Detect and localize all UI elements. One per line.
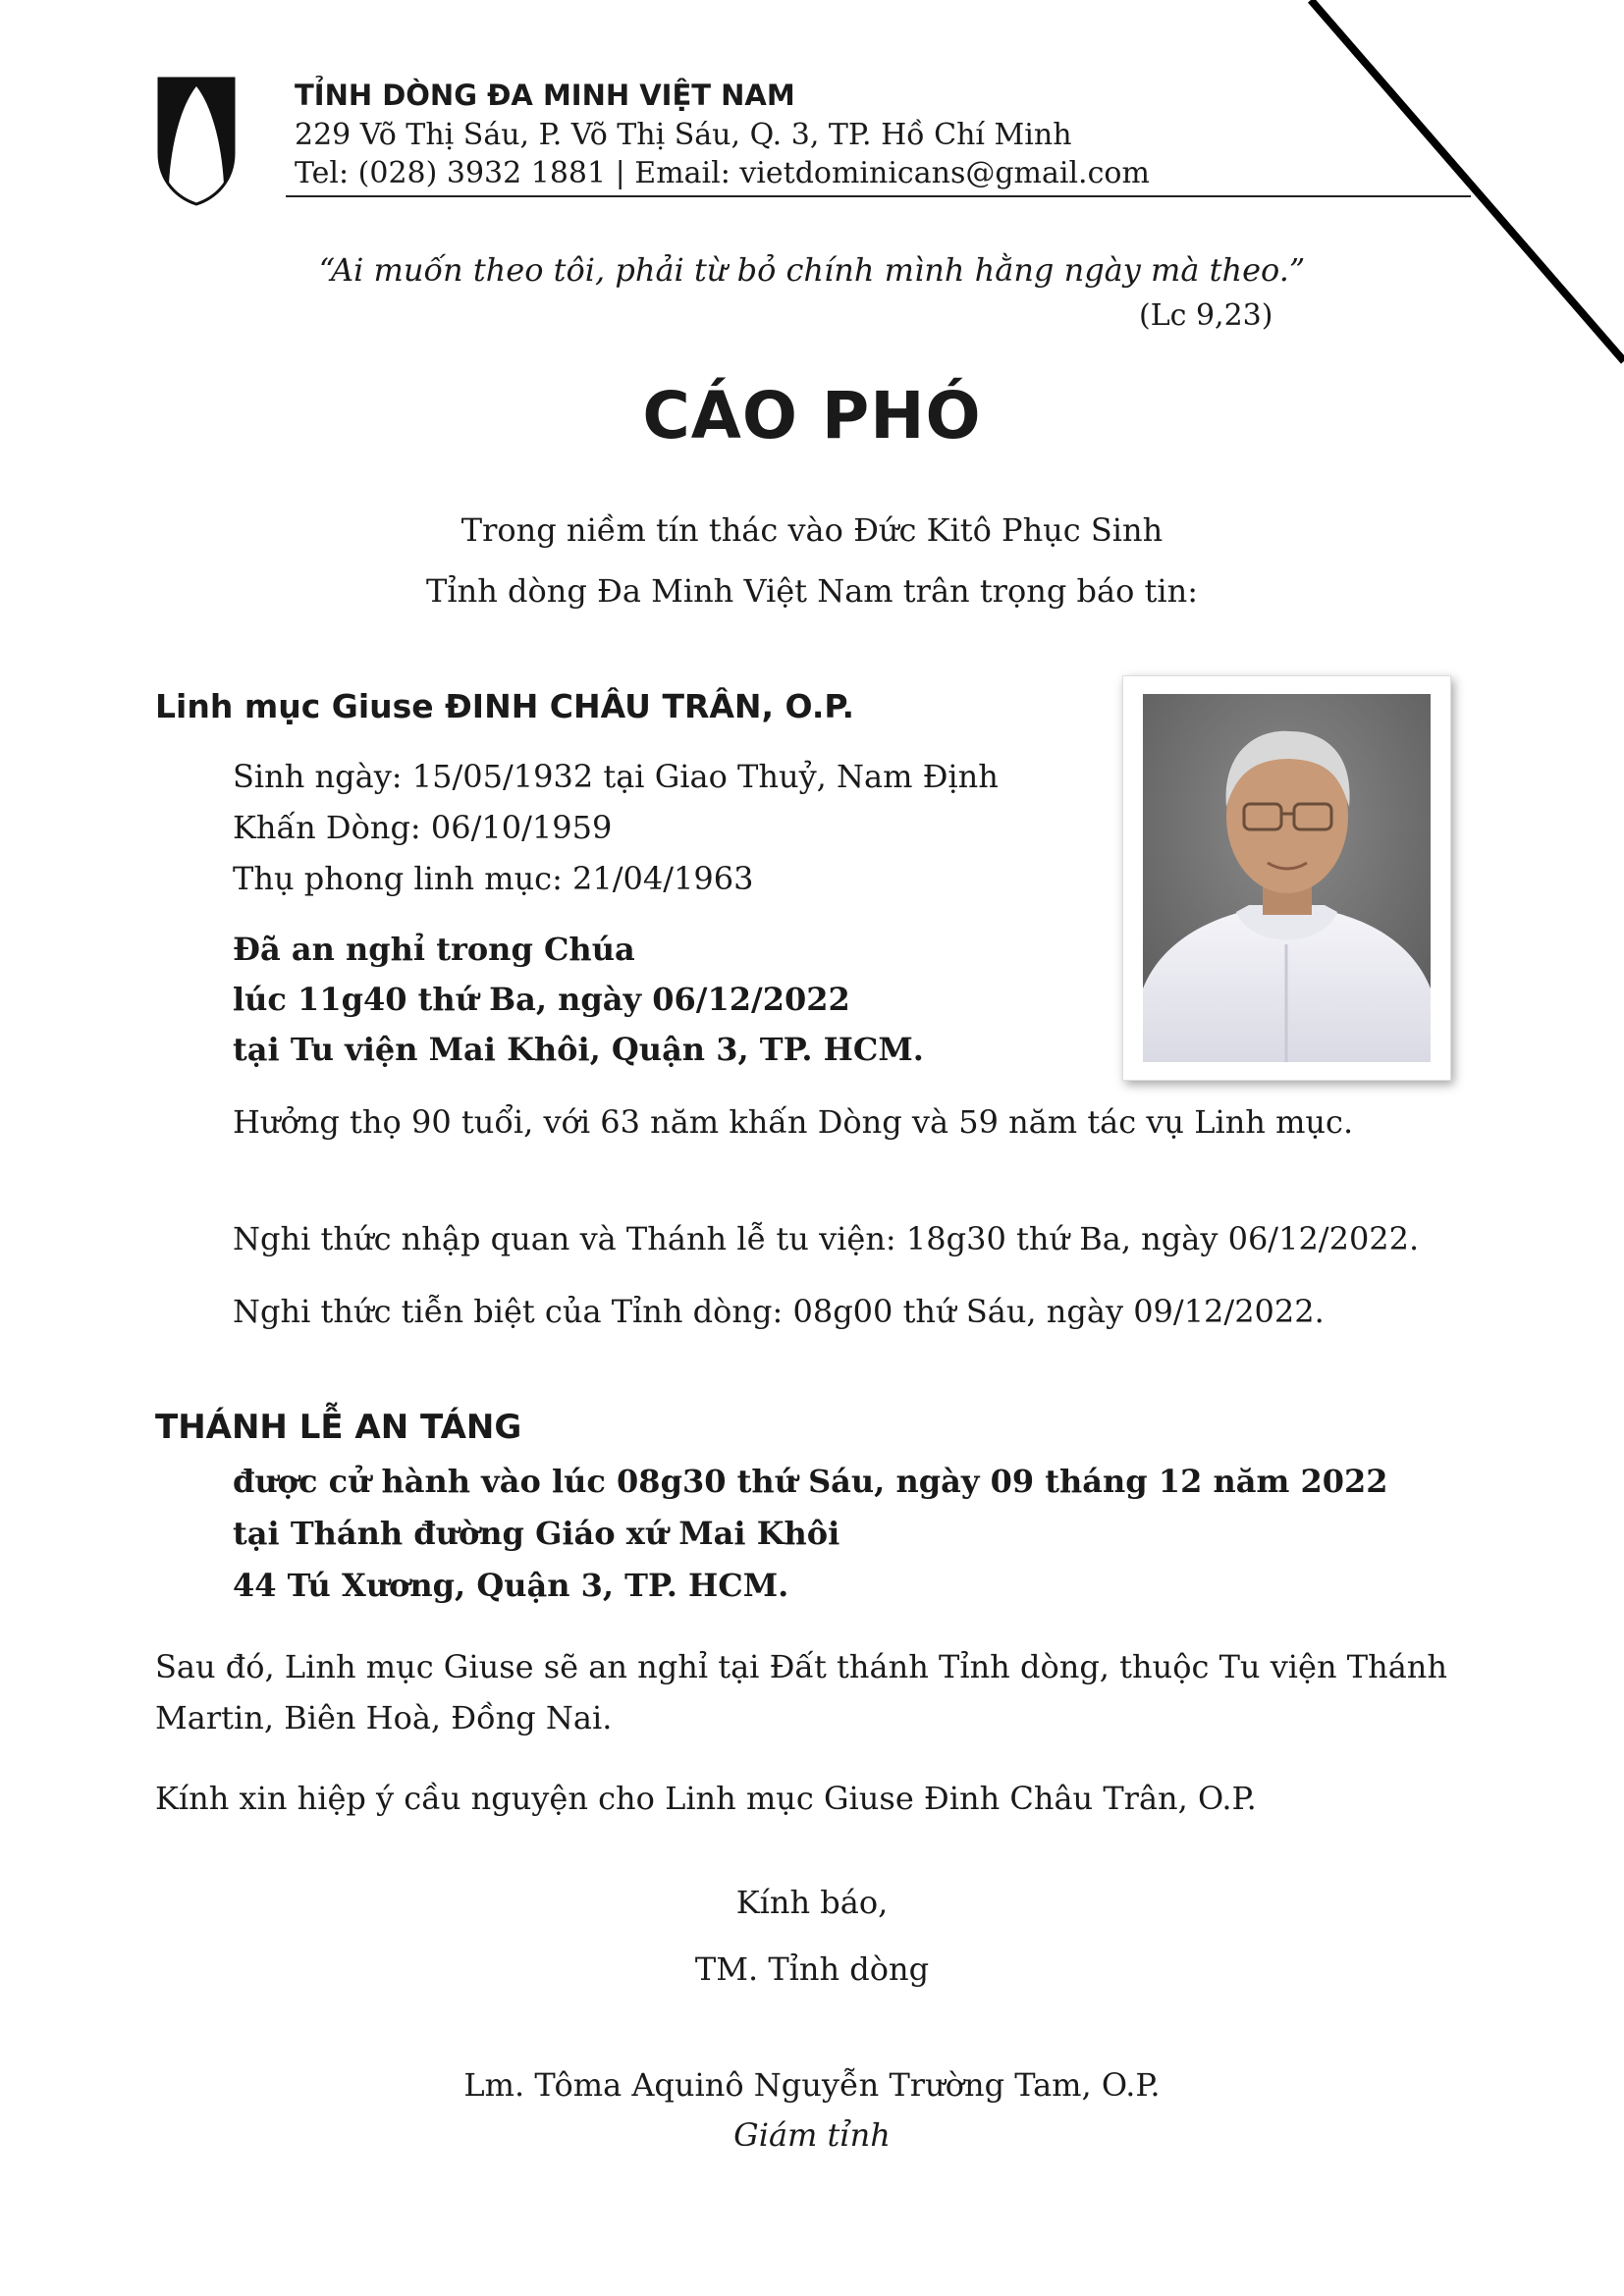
org-address: 229 Võ Thị Sáu, P. Võ Thị Sáu, Q. 3, TP. Hồ Chí Minh [295,118,1072,152]
death-line-3: tại Tu viện Mai Khôi, Quận 3, TP. HCM. [233,1031,924,1068]
header-divider [286,195,1471,197]
birth-info: Sinh ngày: 15/05/1932 tại Giao Thuỷ, Nam Định [233,758,999,795]
funeral-mass-line-1: được cử hành vào lúc 08g30 thứ Sáu, ngày 09 tháng 12 năm 2022 [233,1463,1388,1500]
intro-line-2: Tỉnh dòng Đa Minh Việt Nam trân trọng báo tin: [426,572,1198,610]
age-info: Hưởng thọ 90 tuổi, với 63 năm khấn Dòng và 59 năm tác vụ Linh mục. [233,1103,1354,1141]
ordination-info: Thụ phong linh mục: 21/04/1963 [233,860,754,897]
dominican-shield-logo [157,77,236,206]
epigraph-reference: (Lc 9,23) [1139,298,1273,333]
signer-name: Lm. Tôma Aquinô Nguyễn Trường Tam, O.P. [463,2066,1161,2104]
portrait-frame [1122,675,1451,1081]
deceased-name: Linh mục Giuse ĐINH CHÂU TRÂN, O.P. [155,687,855,725]
death-line-2: lúc 11g40 thứ Ba, ngày 06/12/2022 [233,981,850,1018]
funeral-mass-title: THÁNH LỄ AN TÁNG [155,1408,522,1447]
vows-info: Khấn Dòng: 06/10/1959 [233,809,613,846]
funeral-mass-line-2: tại Thánh đường Giáo xứ Mai Khôi [233,1515,840,1552]
farewell-ceremony: Nghi thức tiễn biệt của Tỉnh dòng: 08g00 thứ Sáu, ngày 09/12/2022. [233,1293,1325,1330]
epigraph-quote: “Ai muốn theo tôi, phải từ bỏ chính mình hằng ngày mà theo.” [318,251,1306,289]
funeral-mass-line-3: 44 Tú Xương, Quận 3, TP. HCM. [233,1567,789,1604]
org-contact: Tel: (028) 3932 1881 | Email: vietdominicans@gmail.com [295,156,1150,190]
intro-line-1: Trong niềm tín thác vào Đức Kitô Phục Sinh [460,511,1164,549]
burial-info: Sau đó, Linh mục Giuse sẽ an nghỉ tại Đất thánh Tỉnh dòng, thuộc Tu viện Thánh Martin, Biên Hoà, Đồng Nai. [155,1648,1447,1736]
death-line-1: Đã an nghỉ trong Chúa [233,931,635,968]
portrait-photo [1143,694,1431,1062]
closing-greeting: Kính báo, [735,1884,889,1921]
encoffining-ceremony: Nghi thức nhập quan và Thánh lễ tu viện: 18g30 thứ Ba, ngày 06/12/2022. [233,1220,1420,1257]
on-behalf: TM. Tỉnh dòng [694,1950,930,1988]
mourning-band [0,0,1624,412]
org-name: TỈNH DÒNG ĐA MINH VIỆT NAM [295,79,795,112]
page-title: CÁO PHÓ [642,378,982,454]
signer-title: Giám tỉnh [733,2116,891,2154]
prayer-request: Kính xin hiệp ý cầu nguyện cho Linh mục Giuse Đinh Châu Trân, O.P. [155,1780,1257,1817]
